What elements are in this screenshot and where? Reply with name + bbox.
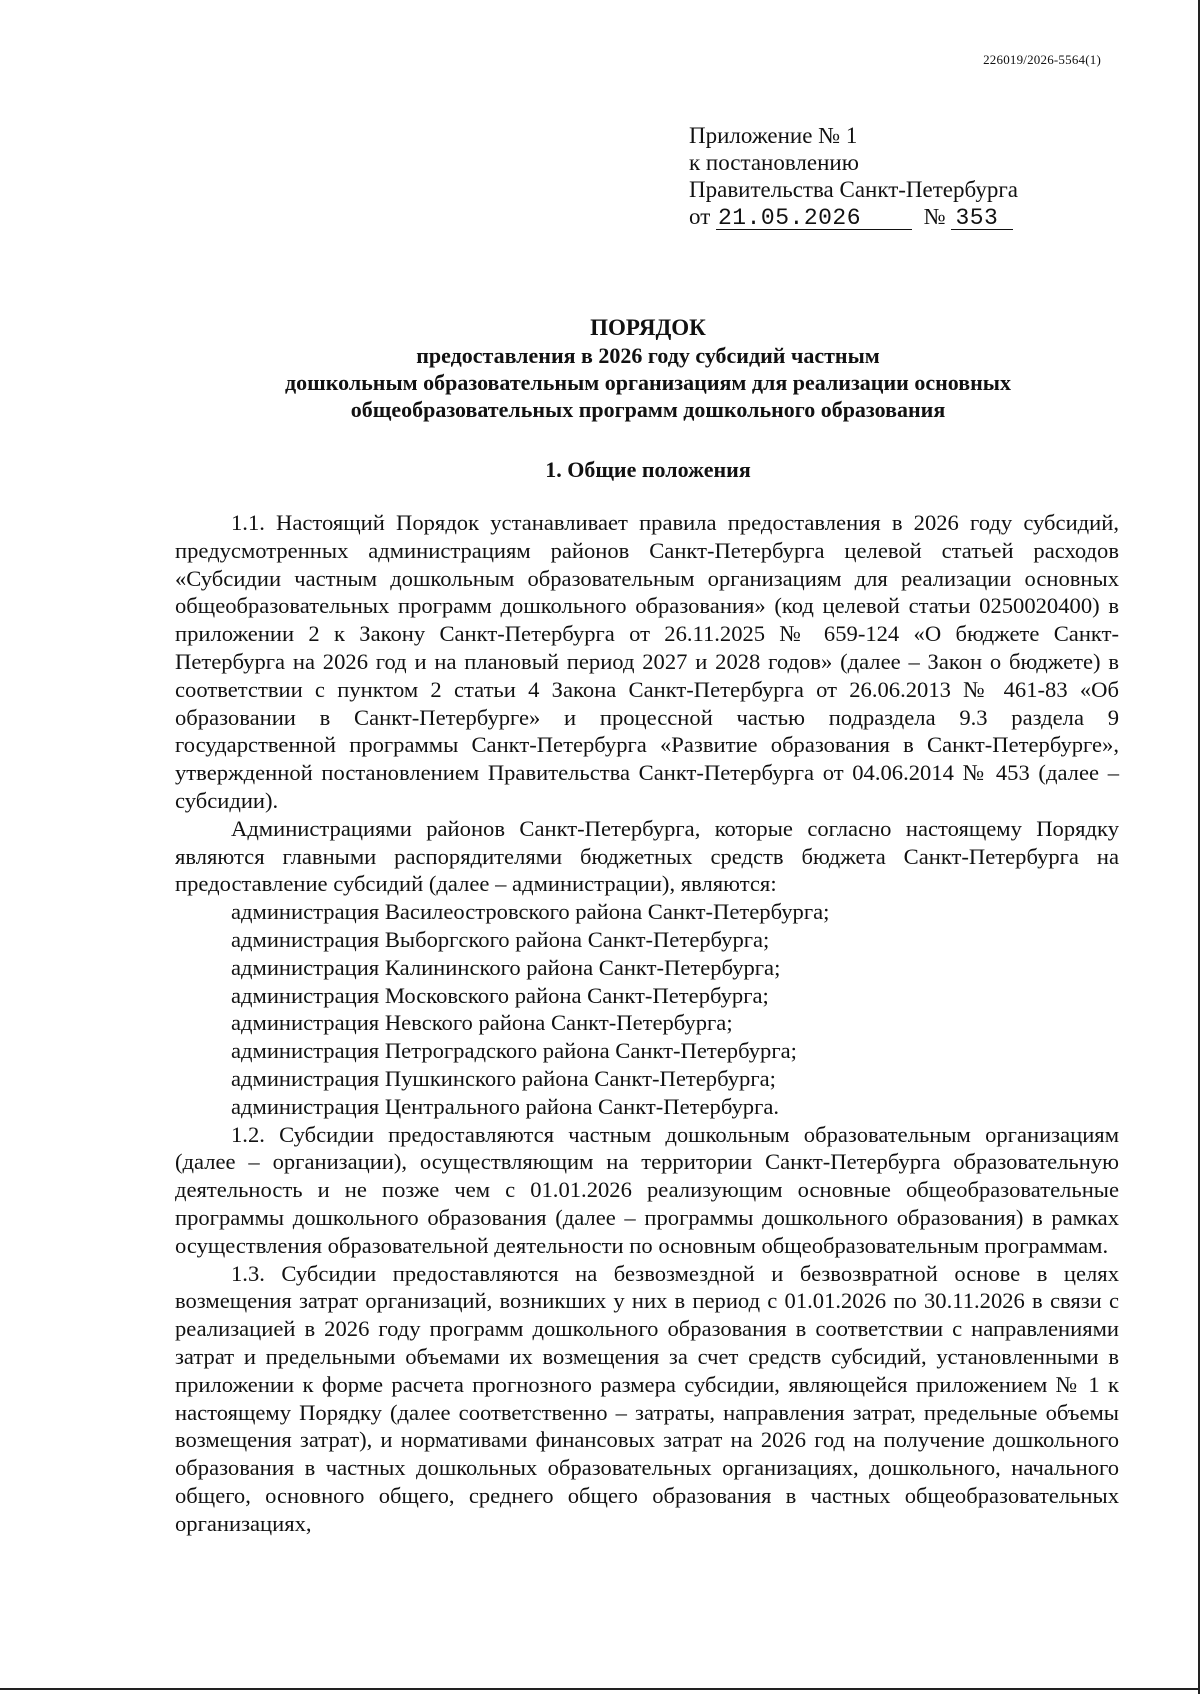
paragraph-1-2: 1.2. Субсидии предоставляются частным дошкольным образовательным организациям (далее – организации), осуществляющим на территории Санкт-Петербурга образовательную деятельность и не позже чем с 01.01.2026 реализующим основные общеобразовательные программы дошкольного образования (далее – программы дошкольного образования) в рамках осуществления образовательной деятельности по основным общеобразовательным программам. [175,1121,1119,1258]
admin-list-item: администрация Московского района Санкт-Петербурга; [231,982,769,1008]
admin-list-item: администрация Калининского района Санкт-Петербурга; [231,954,781,980]
admin-list-item: администрация Выборгского района Санкт-Петербурга; [231,926,770,952]
document-body [175,509,1119,1537]
appendix-line-1: Приложение № 1 [689,123,858,148]
title-main: ПОРЯДОК [590,315,706,340]
admin-list-item: администрация Василеостровского района Санкт-Петербурга; [231,899,830,925]
resolution-number: 353 [951,207,1013,230]
appendix-block [689,122,1018,230]
registration-number: 226019/2026-5564(1) [983,52,1101,67]
admin-list-item: администрация Центрального района Санкт-Петербурга. [231,1093,780,1119]
resolution-date: 21.05.2026 [716,207,912,230]
scan-edge-bottom [0,1688,1200,1690]
title-line-2: дошкольным образовательным организациям для реализации основных [285,370,1011,395]
date-prefix: от [689,204,711,229]
title-line-3: общеобразовательных программ дошкольного образования [350,397,946,422]
paragraph-1-3: 1.3. Субсидии предоставляются на безвозмездной и безвозвратной основе в целях возмещения затрат организаций, возникших у них в период с 01.01.2026 по 30.11.2026 в связи с реализацией в 2026 году программ дошкольного образования в соответствии с направлениями затрат и предельными объемами их возмещения за счет средств субсидий, установленными в приложении к форме расчета прогнозного размера субсидии, являющейся приложением № 1 к настоящему Порядку (далее соответственно – затраты, направления затрат, предельные объемы возмещения затрат), и нормативами финансовых затрат на 2026 год на получение дошкольного образования в частных дошкольных образовательных организациях, дошкольного, начального общего, основного общего, среднего общего образования в частных общеобразовательных организациях, [175,1260,1119,1536]
document-title [176,314,1120,423]
admin-list-item: администрация Невского района Санкт-Петербурга; [231,1010,733,1036]
paragraph-admins-intro: Администрациями районов Санкт-Петербурга, которые согласно настоящему Порядку являются главными распорядителями бюджетных средств бюджета Санкт-Петербурга на предоставление субсидий (далее – администрации), являются: [175,815,1119,897]
admin-list-item: администрация Петроградского района Санкт-Петербурга; [231,1038,797,1064]
number-prefix: № [923,204,946,229]
admin-list-item: администрация Пушкинского района Санкт-Петербурга; [231,1065,776,1091]
paragraph-1-1: 1.1. Настоящий Порядок устанавливает правила предоставления в 2026 году субсидий, предусмотренных администрациям районов Санкт-Петербурга целевой статьей расходов «Субсидии частным дошкольным образовательным организациям для реализации основных общеобразовательных программ дошкольного образования» (код целевой статьи 0250020400) в приложении 2 к Закону Санкт-Петербурга от 26.11.2025 № 659-124 «О бюджете Санкт-Петербурга на 2026 год и на плановый период 2027 и 2028 годов» (далее – Закон о бюджете) в соответствии с пунктом 2 статьи 4 Закона Санкт-Петербурга от 26.06.2013 № 461-83 «Об образовании в Санкт-Петербурге» и процессной частью подраздела 9.3 раздела 9 государственной программы Санкт-Петербурга «Развитие образования в Санкт-Петербурге», утвержденной постановлением Правительства Санкт-Петербурга от 04.06.2014 № 453 (далее – субсидии). [175,510,1119,813]
appendix-date-line [689,203,1018,230]
section-heading: 1. Общие положения [545,457,751,482]
appendix-line-2: к постановлению [689,150,859,175]
appendix-line-3: Правительства Санкт-Петербурга [689,177,1018,202]
title-line-1: предоставления в 2026 году субсидий частным [416,343,880,368]
